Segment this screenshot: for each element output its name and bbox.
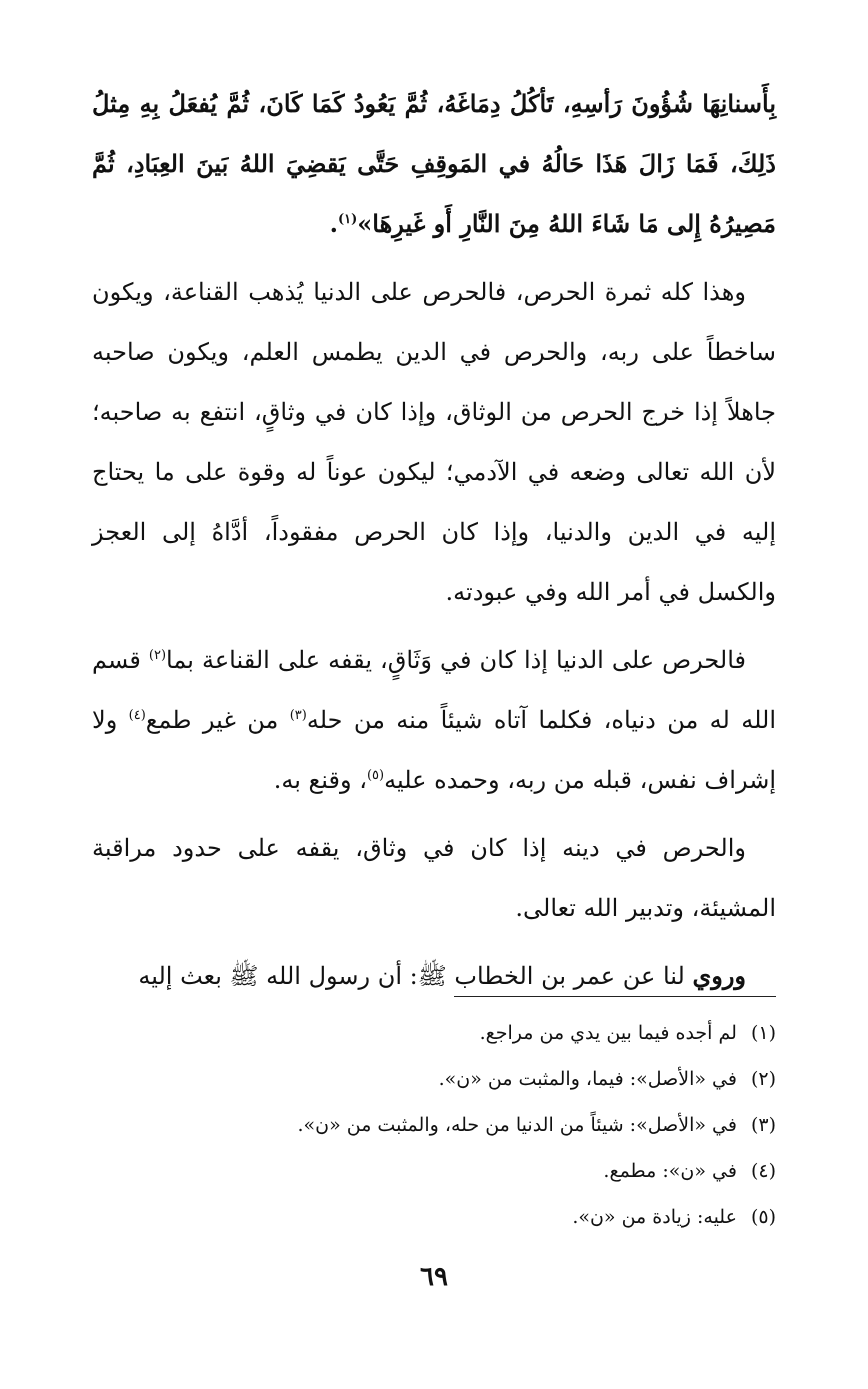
worldly-greed-text-a: فالحرص على الدنيا إذا كان في وَثَاقٍ، يقفه على القناعة بما bbox=[166, 646, 747, 674]
hadith-end: . bbox=[329, 209, 338, 238]
footnote-text: في «الأصل»: فيما، والمثبت من «ن». bbox=[438, 1068, 737, 1090]
footnote-2 bbox=[200, 1056, 776, 1102]
worldly-greed-text-b: قسم الله له من دنياه، فكلما آتاه شيئاً منه من حله bbox=[92, 646, 776, 734]
footnotes bbox=[200, 1010, 776, 1240]
footnote-1 bbox=[200, 1010, 776, 1056]
footnote-text: في «الأصل»: شيئاً من الدنيا من حله، والمثبت من «ن». bbox=[297, 1114, 737, 1136]
footnote-ref-5[interactable]: (٥) bbox=[366, 768, 385, 783]
worldly-greed-text-d: ولا إشراف نفس، قبله من ربه، وحمده عليه bbox=[92, 706, 776, 794]
religious-greed-text: والحرص في دينه إذا كان في وثاق، يقفه على حدود مراقبة المشيئة، وتدبير الله تعالى. bbox=[92, 834, 776, 922]
worldly-greed-paragraph bbox=[92, 630, 776, 810]
footnote-number: (٣) bbox=[750, 1114, 776, 1136]
narration-text: لنا عن عمر بن الخطاب ﷺ: أن رسول الله ﷺ بعث إليه bbox=[138, 962, 693, 990]
footnote-text: عليه: زيادة من «ن». bbox=[572, 1206, 737, 1228]
footnote-divider bbox=[454, 996, 776, 997]
page-number: ٦٩ bbox=[420, 1262, 448, 1292]
footnote-number: (٤) bbox=[750, 1160, 776, 1182]
narration-lead-word: وروي bbox=[692, 961, 746, 990]
footnote-3 bbox=[200, 1102, 776, 1148]
greed-fruit-paragraph bbox=[92, 262, 776, 622]
footnote-number: (٢) bbox=[750, 1068, 776, 1090]
narration-paragraph bbox=[92, 946, 776, 1006]
worldly-greed-text-e: ، وقنع به. bbox=[273, 766, 367, 794]
footnote-number: (٥) bbox=[750, 1206, 776, 1228]
footnote-5 bbox=[200, 1194, 776, 1240]
footnote-text: لم أجده فيما بين يدي من مراجع. bbox=[479, 1022, 737, 1044]
main-text bbox=[92, 74, 776, 1014]
footnote-ref-3[interactable]: (٣) bbox=[289, 708, 307, 723]
footnote-number: (١) bbox=[750, 1022, 776, 1044]
religious-greed-paragraph bbox=[92, 818, 776, 938]
footnote-text: في «ن»: مطمع. bbox=[603, 1160, 737, 1182]
footnote-4 bbox=[200, 1148, 776, 1194]
hadith-continuation-paragraph bbox=[92, 74, 776, 254]
hadith-text: بِأَسنانِهَا شُؤُونَ رَأسِهِ، تَأكُلُ دِمَاغَهُ، ثُمَّ يَعُودُ كَمَا كَانَ، ثُمَّ يُفعَلُ بِهِ مِثلُ ذَلِكَ، فَمَا زَالَ هَذَا حَالُهُ في المَوقِفِ حَتَّى يَقضِيَ اللهُ بَينَ العِبَادِ، ثُمَّ مَصِيرُهُ إِلى مَا شَاءَ اللهُ مِنَ النَّارِ أَو غَيرِهَا» bbox=[92, 89, 776, 238]
greed-fruit-text: وهذا كله ثمرة الحرص، فالحرص على الدنيا يُذهب القناعة، ويكون ساخطاً على ربه، والحرص في الدين يطمس العلم، ويكون صاحبه جاهلاً إذا خرج الحرص من الوثاق، وإذا كان في وثاقٍ، انتفع به صاحبه؛ لأن الله تعالى وضعه في الآدمي؛ ليكون عوناً له وقوة على ما يحتاج إليه في الدين والدنيا، وإذا كان الحرص مفقوداً، أدَّاهُ إلى العجز والكسل في أمر الله وفي عبودته. bbox=[92, 278, 776, 606]
worldly-greed-text-c: من غير طمع bbox=[145, 706, 290, 734]
footnote-ref-4[interactable]: (٤) bbox=[128, 708, 146, 723]
footnote-ref-2[interactable]: (٢) bbox=[148, 648, 167, 663]
footnote-ref-1[interactable]: (١) bbox=[337, 212, 358, 227]
